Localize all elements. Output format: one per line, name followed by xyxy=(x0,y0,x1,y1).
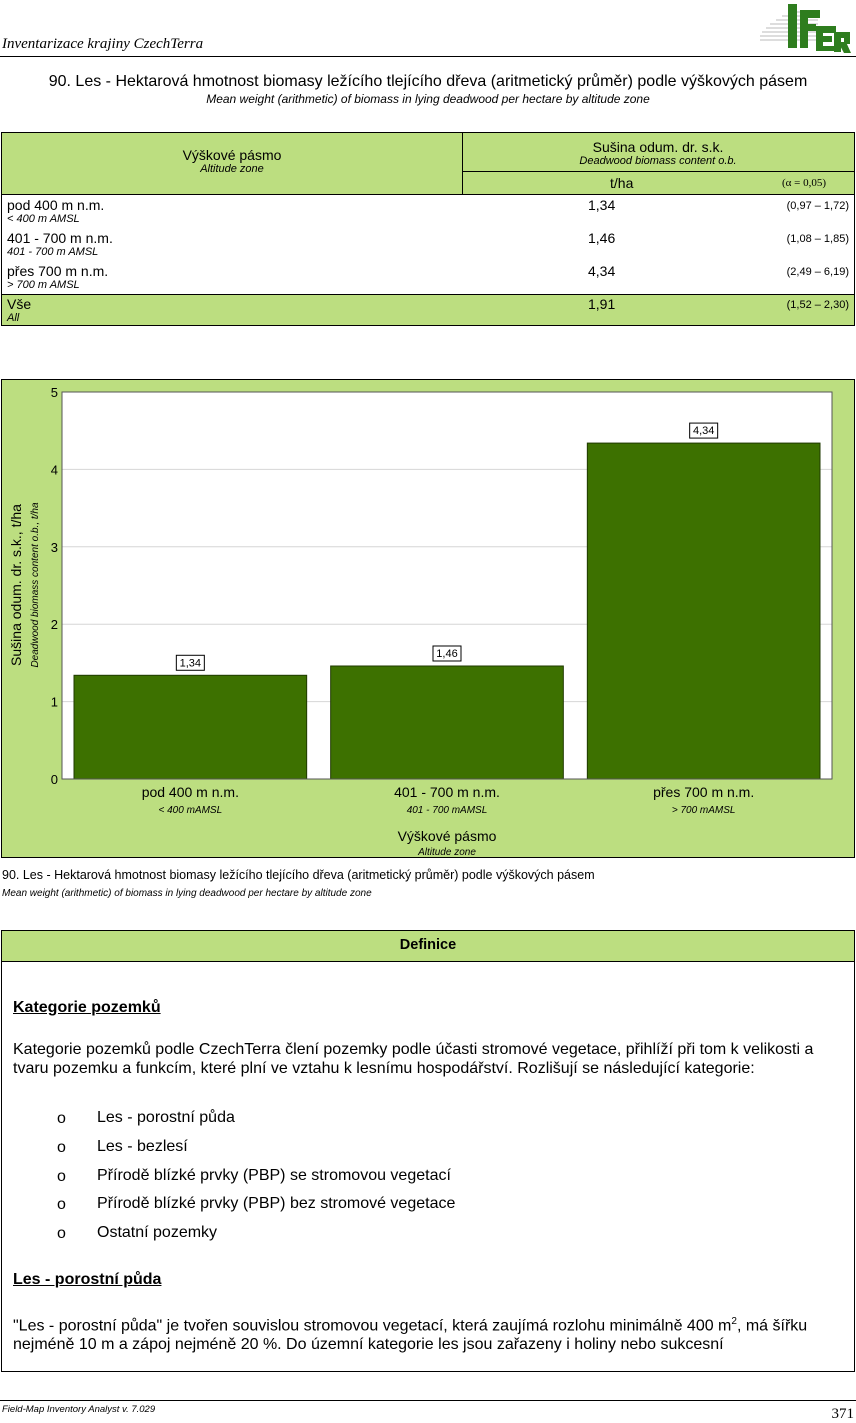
bullet-marker: o xyxy=(57,1196,66,1213)
total-confidence-interval: (1,52 – 2,30) xyxy=(786,299,849,311)
forest-stand-text-a: "Les - porostní půda" je tvořen souvislou stromovou vegetací, která zaujímá rozlohu minimálně 400 m xyxy=(13,1317,732,1335)
header-divider xyxy=(0,56,856,57)
altitude-zone-label: Výškové pásmo xyxy=(182,147,282,163)
biomass-header xyxy=(462,139,854,167)
x-tick-label-en: < 400 mAMSL xyxy=(158,805,223,816)
data-label: 1,46 xyxy=(436,647,458,660)
table-row xyxy=(7,230,113,258)
row-confidence-interval: (1,08 – 1,85) xyxy=(786,233,849,245)
x-tick-label-en: 401 - 700 mAMSL xyxy=(406,805,488,816)
footer-divider xyxy=(0,1400,856,1401)
row-label-en: 401 - 700 m AMSL xyxy=(7,246,99,258)
x-axis-label-en: Altitude zone xyxy=(418,847,476,857)
bar xyxy=(74,675,307,779)
y-tick-label: 2 xyxy=(50,617,58,633)
ifer-logo xyxy=(758,2,852,54)
figure-caption: 90. Les - Hektarová hmotnost biomasy ležícího tlejícího dřeva (aritmetický průměr) podle výškových pásem xyxy=(2,868,595,882)
x-tick-label-en: > 700 mAMSL xyxy=(671,805,736,816)
bar xyxy=(331,666,564,779)
header-bottom-rule xyxy=(2,194,854,195)
bullet-marker: o xyxy=(57,1110,66,1127)
table-total-bg xyxy=(2,295,854,325)
section-heading-forest-stand: Les - porostní půda xyxy=(13,1271,162,1288)
row-value: 1,46 xyxy=(588,230,616,246)
total-top-rule xyxy=(2,294,854,295)
row-value: 4,34 xyxy=(588,263,616,279)
altitude-zone-label-en: Altitude zone xyxy=(200,163,264,175)
bar xyxy=(587,443,820,779)
data-label: 4,34 xyxy=(692,425,715,438)
y-tick-label: 0 xyxy=(50,772,58,787)
y-tick-label: 3 xyxy=(50,539,58,555)
y-axis-label: Sušina odum. dr. s.k., t/ha xyxy=(8,504,24,666)
software-version: Field-Map Inventory Analyst v. 7.029 xyxy=(2,1404,156,1415)
row-label: 401 - 700 m n.m. xyxy=(7,230,113,246)
forest-stand-text-b: , má šířku nejméně 10 m a zápoj nejméně 20 %. Do územní kategorie les jsou zařazeny i holiny nebo sukcesní xyxy=(13,1317,808,1354)
row-label-en: > 700 m AMSL xyxy=(7,279,80,291)
y-axis-label-en: Deadwood biomass content o.b., t/ha xyxy=(30,502,41,668)
table-row xyxy=(7,263,108,291)
bullet-marker: o xyxy=(57,1139,66,1156)
row-value: 1,34 xyxy=(588,197,616,213)
x-tick-label: přes 700 m n.m. xyxy=(653,784,755,800)
altitude-zone-header xyxy=(2,147,462,175)
y-tick-label: 4 xyxy=(50,462,58,478)
data-table xyxy=(1,132,855,326)
biomass-label-en: Deadwood biomass content o.b. xyxy=(579,155,737,167)
y-tick-label: 5 xyxy=(50,385,58,400)
land-categories-paragraph: Kategorie pozemků podle CzechTerra člení pozemky podle účasti stromové vegetace, přihlíží při tom k velikosti a tvaru pozemku a funkcím, které plní ve vztahu k lesnímu hospodářství. Rozlišují se následující kategorie: xyxy=(13,1041,814,1077)
total-label-en: All xyxy=(7,312,20,324)
x-tick-label: pod 400 m n.m. xyxy=(141,784,239,800)
table-total-row xyxy=(7,296,31,324)
row-label: pod 400 m n.m. xyxy=(7,197,105,213)
data-label: 1,34 xyxy=(179,657,202,670)
alpha-label: (α = 0,05) xyxy=(782,177,827,189)
row-confidence-interval: (0,97 – 1,72) xyxy=(786,200,849,212)
row-label: přes 700 m n.m. xyxy=(7,263,109,279)
page-number: 371 xyxy=(831,1406,854,1422)
unit-label: t/ha xyxy=(610,175,634,191)
list-item: Les - porostní půda xyxy=(97,1109,235,1126)
biomass-label: Sušina odum. dr. s.k. xyxy=(592,139,724,155)
definitions-header: Definice xyxy=(2,931,854,962)
superscript: 2 xyxy=(731,1316,737,1327)
figure-caption-en: Mean weight (arithmetic) of biomass in lying deadwood per hectare by altitude zone xyxy=(2,888,372,899)
list-item: Ostatní pozemky xyxy=(97,1224,218,1241)
total-value: 1,91 xyxy=(588,296,616,312)
list-item: Les - bezlesí xyxy=(97,1138,188,1155)
definitions-box xyxy=(1,930,855,1372)
table-row xyxy=(7,197,104,225)
table-title: 90. Les - Hektarová hmotnost biomasy ležícího tlejícího dřeva (aritmetický průměr) podle výškových pásem xyxy=(48,73,808,90)
x-tick-label: 401 - 700 m n.m. xyxy=(394,784,500,800)
row-label-en: < 400 m AMSL xyxy=(7,213,80,225)
section-heading-land-categories: Kategorie pozemků xyxy=(13,999,161,1016)
list-item: Přírodě blízké prvky (PBP) bez stromové vegetace xyxy=(97,1195,456,1212)
header-unit-divider xyxy=(462,171,854,172)
list-item: Přírodě blízké prvky (PBP) se stromovou vegetací xyxy=(97,1167,451,1184)
y-tick-label: 1 xyxy=(50,694,58,710)
table-subtitle: Mean weight (arithmetic) of biomass in lying deadwood per hectare by altitude zone xyxy=(206,92,650,106)
total-label: Vše xyxy=(7,296,32,312)
forest-stand-paragraph xyxy=(13,1312,843,1354)
bullet-marker: o xyxy=(57,1168,66,1185)
document-header-title: Inventarizace krajiny CzechTerra xyxy=(2,36,204,52)
x-axis-label: Výškové pásmo xyxy=(397,828,497,844)
bullet-marker: o xyxy=(57,1225,66,1242)
bar-chart xyxy=(2,380,854,857)
row-confidence-interval: (2,49 – 6,19) xyxy=(786,266,849,278)
bar-chart-panel xyxy=(1,379,855,858)
